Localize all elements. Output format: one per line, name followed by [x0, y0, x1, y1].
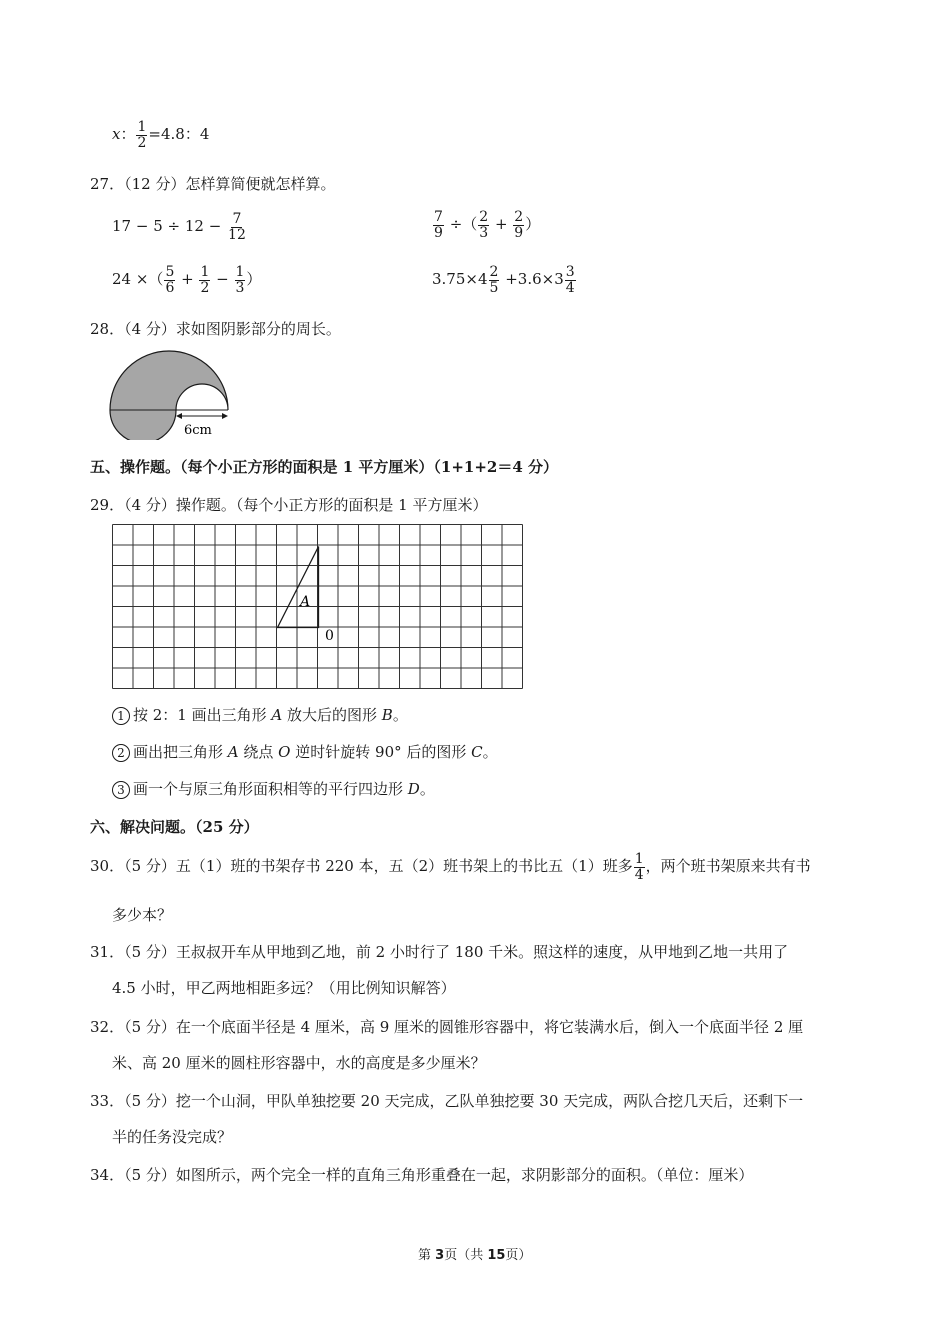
instr-var: A — [271, 706, 283, 724]
denominator: 3 — [479, 224, 489, 241]
fraction — [565, 265, 576, 295]
circled-number: 1 — [112, 707, 130, 725]
page-total: 15 — [487, 1248, 506, 1263]
expr-text: ） — [525, 215, 541, 234]
q27-expression-1 — [112, 212, 248, 242]
q29-instruction-3 — [112, 778, 435, 799]
instr-text: 放大后的图形 — [282, 706, 382, 724]
footer-text: 第 — [418, 1248, 436, 1263]
denominator: 4 — [565, 279, 575, 296]
numerator: 1 — [137, 119, 147, 135]
footer-text: 页） — [505, 1248, 532, 1263]
instr-var: O — [278, 743, 291, 761]
denominator: 5 — [489, 279, 499, 296]
fraction — [235, 265, 246, 295]
denominator: 2 — [137, 134, 147, 151]
page-number: 3 — [435, 1248, 445, 1263]
instr-text: 画一个与原三角形面积相等的平行四边形 — [133, 780, 408, 798]
section-5-heading: 五、操作题。（每个小正方形的面积是 1 平方厘米）（1+1+2＝4 分） — [90, 458, 558, 476]
q27-expression-2 — [432, 210, 540, 240]
numerator: 7 — [434, 209, 443, 225]
fraction — [164, 265, 175, 295]
instr-text: 。 — [392, 706, 408, 724]
instr-text: 绕点 — [238, 743, 279, 761]
q30-text: ，两个班书架原来共有书 — [645, 857, 811, 876]
q27-expression-3 — [112, 265, 261, 295]
instr-text: 逆时针旋转 90° 后的图形 — [290, 743, 472, 761]
numerator: 2 — [479, 209, 489, 225]
denominator: 6 — [165, 279, 175, 296]
triangle-a — [278, 547, 319, 628]
expr-text: ） — [246, 270, 262, 289]
question-31-line-2: 4.5 小时，甲乙两地相距多远？（用比例知识解答） — [112, 979, 456, 997]
numerator: 1 — [634, 851, 644, 867]
page-footer — [418, 1244, 531, 1263]
denominator: 3 — [235, 279, 245, 296]
q29-instruction-2 — [112, 741, 498, 762]
expr-text: 24 ×（ — [112, 270, 164, 289]
expr-text: + — [176, 270, 199, 289]
point-o-label: 0 — [325, 628, 334, 644]
circled-number: 3 — [112, 781, 130, 799]
numerator: 5 — [165, 264, 175, 280]
figure-label-6cm: 6cm — [184, 423, 212, 438]
fraction — [634, 852, 645, 882]
expr-text: +3.6×3 — [500, 270, 564, 289]
fraction — [136, 120, 147, 150]
fraction — [513, 210, 524, 240]
question-34: 34．（5 分）如图所示，两个完全一样的直角三角形重叠在一起，求阴影部分的面积。（单位：厘米） — [90, 1166, 754, 1184]
question-33-line-2: 半的任务没完成？ — [112, 1128, 233, 1146]
fraction — [478, 210, 489, 240]
arrowhead-left — [176, 413, 182, 419]
instr-var: C — [471, 743, 483, 761]
q27-expression-4 — [432, 265, 577, 295]
shaded-semicircle-figure — [105, 350, 240, 440]
denominator: 12 — [228, 226, 246, 243]
circled-number: 2 — [112, 744, 130, 762]
numerator: 1 — [235, 264, 245, 280]
q30-text: 30．（5 分）五（1）班的书架存书 220 本，五（2）班书架上的书比五（1）班多 — [90, 857, 633, 876]
expr-text: 17 − 5 ÷ 12 − — [112, 217, 227, 236]
instr-var: B — [381, 706, 393, 724]
var-x: x — [112, 125, 121, 144]
fraction — [227, 212, 247, 242]
denominator: 9 — [434, 224, 443, 241]
instr-text: 。 — [419, 780, 435, 798]
numerator: 2 — [514, 209, 524, 225]
equation-rest: =4.8：4 — [148, 125, 210, 144]
question-30-line-2: 多少本？ — [112, 906, 173, 924]
footer-text: 页（共 — [444, 1248, 488, 1263]
question-32-line-1: 32．（5 分）在一个底面半径是 4 厘米，高 9 厘米的圆锥形容器中，将它装满水后，倒入一个底面半径 2 厘 — [90, 1018, 804, 1036]
question-29-heading: 29．（4 分）操作题。（每个小正方形的面积是 1 平方厘米） — [90, 496, 488, 514]
triangle-a-label: A — [300, 594, 311, 610]
expr-text: − — [211, 270, 234, 289]
question-33-line-1: 33．（5 分）挖一个山洞，甲队单独挖要 20 天完成，乙队单独挖要 30 天完成，两队合挖几天后，还剩下一 — [90, 1092, 804, 1110]
question-31-line-1: 31．（5 分）王叔叔开车从甲地到乙地，前 2 小时行了 180 千米。照这样的速度，从甲地到乙地一共用了 — [90, 943, 789, 961]
instr-text: 画出把三角形 — [133, 743, 228, 761]
question-30-line-1 — [90, 852, 811, 882]
expr-text: ÷（ — [444, 215, 478, 234]
numerator: 1 — [200, 264, 210, 280]
question-27-heading: 27．（12 分）怎样算简便就怎样算。 — [90, 175, 336, 193]
fraction — [199, 265, 210, 295]
question-28-heading: 28．（4 分）求如图阴影部分的周长。 — [90, 320, 341, 338]
question-32-line-2: 米、高 20 厘米的圆柱形容器中，水的高度是多少厘米？ — [112, 1054, 486, 1072]
fraction — [489, 265, 500, 295]
instr-text: 按 2：1 画出三角形 — [133, 706, 272, 724]
instr-var: A — [227, 743, 239, 761]
denominator: 4 — [634, 866, 644, 883]
section-6-heading: 六、解决问题。（25 分） — [90, 818, 259, 836]
arrowhead-right — [222, 413, 228, 419]
colon: ： — [120, 125, 136, 144]
denominator: 2 — [200, 279, 210, 296]
numerator: 7 — [232, 211, 242, 227]
q29-instruction-1 — [112, 704, 408, 725]
square-grid — [112, 524, 526, 690]
instr-var: D — [407, 780, 420, 798]
expr-text: 3.75×4 — [432, 270, 488, 289]
denominator: 9 — [514, 224, 524, 241]
instr-text: 。 — [482, 743, 498, 761]
numerator: 3 — [565, 264, 575, 280]
numerator: 2 — [489, 264, 499, 280]
expr-text: + — [490, 215, 513, 234]
prev-equation — [112, 120, 209, 150]
fraction — [433, 210, 444, 240]
